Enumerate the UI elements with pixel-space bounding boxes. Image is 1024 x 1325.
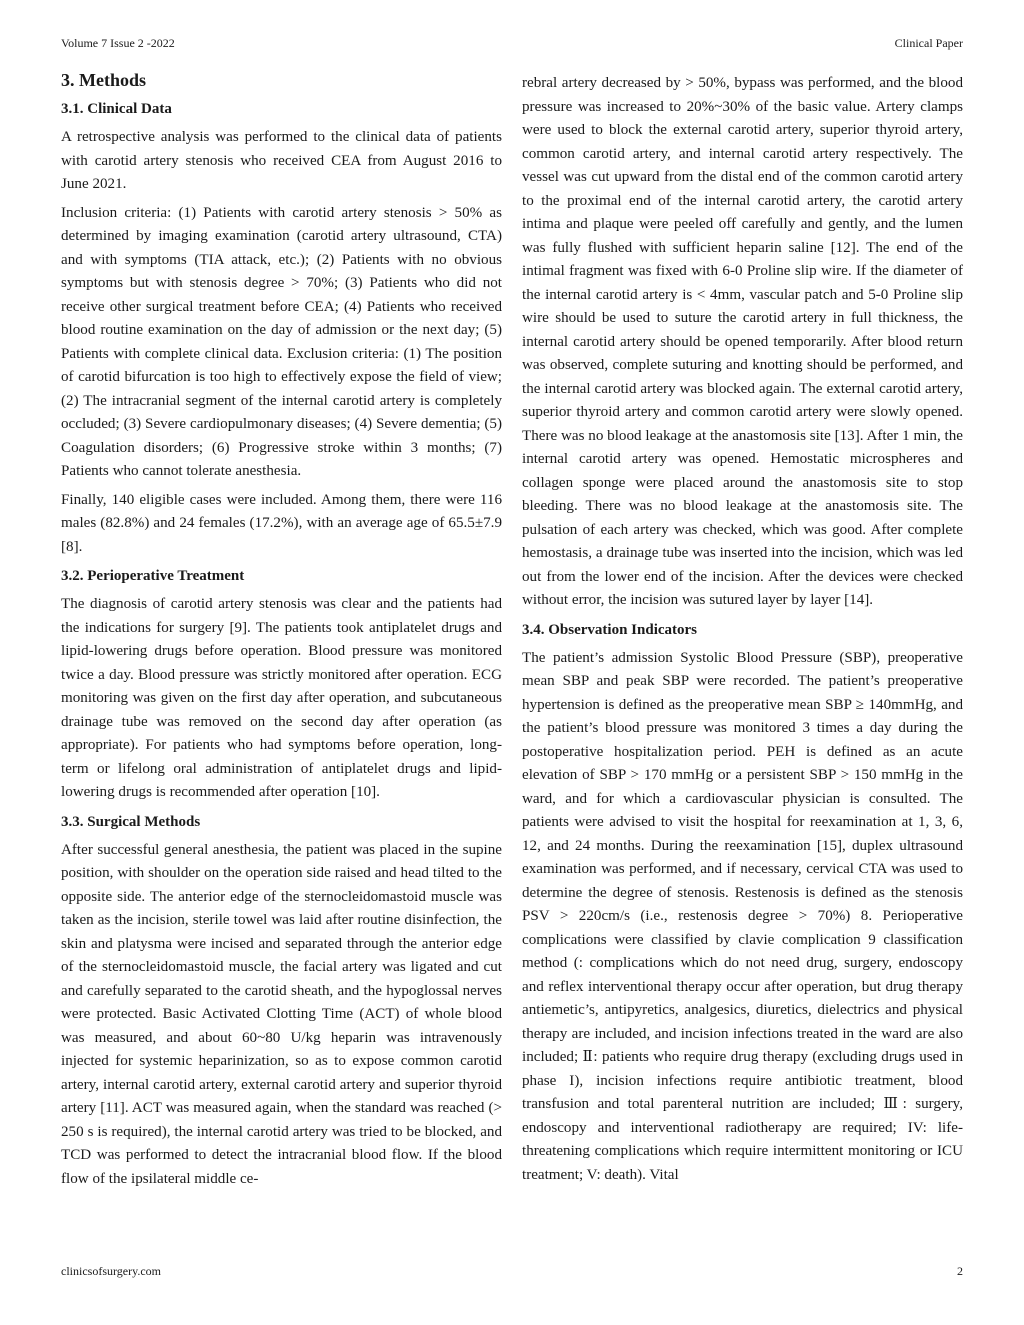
subsection-title-perioperative: 3.2. Perioperative Treatment	[61, 568, 245, 584]
right-column	[522, 72, 963, 1192]
paragraph-perioperative: The diagnosis of carotid artery stenosis was clear and the patients had the indications for surgery [9]. The patients took antiplatelet drugs and lipid-lowering drugs before operation. Blood pressure was monitored twice a day. Blood pressure was strictly monitored after operation. ECG monitoring was given on the first day after operation, and subcutaneous drainage tube was removed on the second day after operation (as appropriate). For patients who had symptoms before operation, long-term or lifelong oral administration of antiplatelet drugs and lipid-lowering drugs is recommended after operation [10].	[61, 596, 502, 800]
paragraph-surgical-methods: After successful general anesthesia, the patient was placed in the supine position, with shoulder on the operation side raised and head tilted to the opposite side. The anterior edge of the sternocleidomastoid muscle was taken as the incision, sterile towel was laid after routine disinfection, the skin and platysma were incised and separated through the anterior edge of the sternocleidomastoid muscle, the facial artery was ligated and cut and carefully separated to the carotid sheath, and the hypoglossal nerves were protected. Basic Activated Clotting Time (ACT) of whole blood was measured, and about 60~80 U/kg heparin was intravenously injected for systemic heparinization, so as to expose common carotid artery, internal carotid artery, external carotid artery and superior thyroid artery [11]. ACT was measured again, when the standard was reached (> 250 s is required), the internal carotid artery was tried to be blocked, and TCD was performed to detect the intracranial blood flow. If the blood flow of the ipsilateral middle ce-	[61, 841, 502, 1187]
paragraph-clinical-data-2: Inclusion criteria: (1) Patients with carotid artery stenosis > 50% as determined by imaging examination (carotid artery ultrasound, CTA) and with symptoms (TIA attack, etc.); (2) Patients with no obvious symptoms but with stenosis degree > 70%; (3) Patients who did not receive other surgical treatment before CEA; (4) Patients who received blood routine examination on the day of admission or the next day; (5) Patients with complete clinical data. Exclusion criteria: (1) The position of carotid bifurcation is too high to effectively expose the field of view; (2) The intracranial segment of the internal carotid artery is completely occluded; (3) Severe cardiopulmonary diseases; (4) Severe dementia; (5) Coagulation disorders; (6) Progressive stroke within 3 months; (7) Patients who cannot tolerate anesthesia.	[61, 204, 502, 479]
subsection-title-clinical-data: 3.1. Clinical Data	[61, 101, 172, 117]
paragraph-clinical-data-1: A retrospective analysis was performed to the clinical data of patients with carotid artery stenosis who received CEA from August 2016 to June 2021.	[61, 129, 502, 192]
journal-volume: Volume 7 Issue 2 -2022	[61, 36, 175, 50]
paragraph-clinical-data-3: Finally, 140 eligible cases were included. Among them, there were 116 males (82.8%) and 24 females (17.2%), with an average age of 65.5±7.9 [8].	[61, 491, 502, 555]
article-type: Clinical Paper	[894, 36, 963, 50]
subsection-title-observation-indicators: 3.4. Observation Indicators	[522, 621, 698, 638]
page-number: 2	[957, 1264, 963, 1278]
running-header	[61, 36, 963, 52]
subsection-title-surgical-methods: 3.3. Surgical Methods	[61, 813, 201, 830]
paragraph-surgical-methods-continued: rebral artery decreased by > 50%, bypass was performed, and the blood pressure was increased to 20%~30% of the basic value. Artery clamps were used to block the external carotid artery, superior thyroid artery, common carotid artery, and internal carotid artery respectively. The vessel was cut upward from the distal end of the common carotid artery to the proximal end of the internal carotid artery, the carotid artery intima and plaque were peeled off carefully and gently, and the lumen was fully flushed with sufficient heparin saline [12]. The end of the intimal fragment was fixed with 6-0 Proline slip wire. If the diameter of the internal carotid artery is < 4mm, vascular patch and 5-0 Proline slip wire should be used to suture the carotid artery in full thickness, the internal carotid artery should be opened temporarily. After blood return was observed, complete suturing and knotting should be performed, and the internal carotid artery was blocked again. The external carotid artery, superior thyroid artery and common carotid artery were slowly opened. There was no blood leakage at the anastomosis site [13]. After 1 min, the internal carotid artery was opened. Hemostatic microspheres and collagen sponge were placed around the anastomosis site to stop bleeding. There was no blood leakage at the anastomosis site. The pulsation of each artery was checked, which was good. After complete hemostasis, a drainage tube was inserted into the incision, which was led out from the lower end of the incision. After the devices were checked without error, the incision was sutured layer by layer [14].	[522, 75, 963, 608]
paragraph-observation-indicators: The patient’s admission Systolic Blood Pressure (SBP), preoperative mean SBP and peak SBP were recorded. The patient’s preoperative hypertension is defined as the preoperative mean SBP ≥ 140mmHg, and the patient’s blood pressure was monitored 3 times a day during the postoperative hospitalization period. PEH is defined as an acute elevation of SBP > 170 mmHg or a persistent SBP > 150 mmHg in the ward, and for which a cardiovascular physician is consulted. The patients were advised to visit the hospital for reexamination at 1, 3, 6, 12, and 24 months. During the reexamination [15], duplex ultrasound examination was performed, and if necessary, cervical CTA was used to determine the degree of stenosis. Restenosis is defined as the stenosis PSV > 220cm/s (i.e., restenosis degree > 70%) 8. Perioperative complications were classified by clavie complication 9 classification method (: complications which do not need drug, surgery, endoscopy and reflex interventional therapy occur after operation, but drug therapy antiemetic’s, antipyretics, analgesics, diuretics, dielectrics and physical therapy are included, and incision infections treated in the ward are also included; Ⅱ: patients who require drug therapy (excluding drugs used in phase I), incision infections require antibiotic treatment, blood transfusion and total parenteral nutrition are included; Ⅲ: surgery, endoscopy and interventional radiotherapy are required; IV: life-threatening complications which require intermittent monitoring or ICU treatment; V: death). Vital	[522, 649, 963, 1183]
website-url: clinicsofsurgery.com	[61, 1264, 161, 1278]
left-column	[61, 68, 502, 1196]
section-title-methods: 3. Methods	[61, 70, 146, 90]
